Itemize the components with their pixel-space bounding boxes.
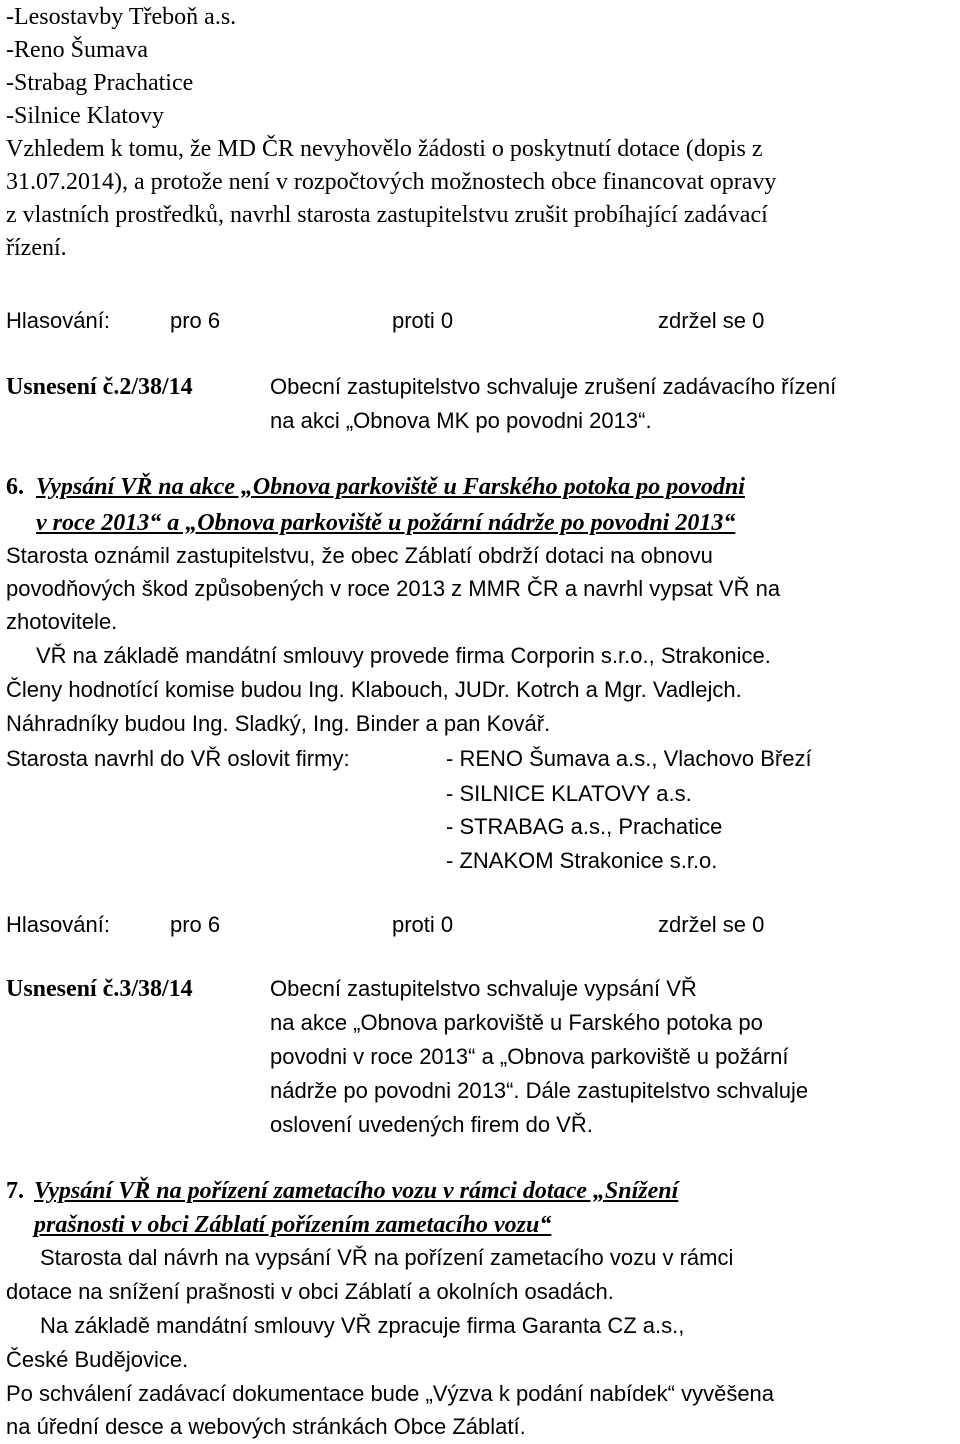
resolution-text-line: na akce „Obnova parkoviště u Farského potoka po <box>270 1010 763 1035</box>
intro-line: 31.07.2014), a protože není v rozpočtových možnostech obce financovat opravy <box>6 169 777 195</box>
body-line: na úřední desce a webových stránkách Obce Záblatí. <box>6 1414 526 1439</box>
section-number: 7. <box>6 1178 24 1204</box>
resolution-text-line: Obecní zastupitelstvo schvaluje vypsání VŘ <box>270 976 697 1001</box>
body-line: zhotovitele. <box>6 609 118 634</box>
intro-line: -Silnice Klatovy <box>6 103 164 129</box>
firm-item: - STRABAG a.s., Prachatice <box>446 814 723 839</box>
body-line: povodňových škod způsobených v roce 2013 z MMR ČR a navrhl vypsat VŘ na <box>6 576 781 601</box>
resolution-text-line: povodni v roce 2013“ a „Obnova parkoviště u požární <box>270 1044 789 1069</box>
resolution-text-line: Obecní zastupitelstvo schvaluje zrušení zadávacího řízení <box>270 374 837 399</box>
resolution-text-line: oslovení uvedených firem do VŘ. <box>270 1112 593 1137</box>
resolution-label: Usnesení č.3/38/14 <box>6 976 193 1002</box>
vote-proti: proti 0 <box>392 308 454 333</box>
section-heading-line: Vypsání VŘ na pořízení zametacího vozu v rámci dotace „Snížení <box>34 1178 679 1204</box>
firm-item: - SILNICE KLATOVY a.s. <box>446 781 692 806</box>
body-line: České Budějovice. <box>6 1347 189 1372</box>
section-heading-line: v roce 2013“ a „Obnova parkoviště u požární nádrže po povodni 2013“ <box>36 510 736 536</box>
resolution-text-line: nádrže po povodni 2013“. Dále zastupitelstvo schvaluje <box>270 1078 809 1103</box>
body-line: Náhradníky budou Ing. Sladký, Ing. Binder a pan Kovář. <box>6 711 551 736</box>
resolution-label: Usnesení č.2/38/14 <box>6 374 193 400</box>
vote-label: Hlasování: <box>6 308 110 333</box>
body-line: Starosta oznámil zastupitelstvu, že obec Záblatí obdrží dotaci na obnovu <box>6 543 713 568</box>
vote-row <box>6 306 946 336</box>
vote-row <box>6 910 946 940</box>
intro-line: řízení. <box>6 235 67 261</box>
vote-pro: pro 6 <box>170 308 221 333</box>
body-line: VŘ na základě mandátní smlouvy provede firma Corporin s.r.o., Strakonice. <box>36 643 771 668</box>
body-line: Členy hodnotící komise budou Ing. Klabouch, JUDr. Kotrch a Mgr. Vadlejch. <box>6 677 742 702</box>
section-heading-line: prašnosti v obci Záblatí pořízením zametacího vozu“ <box>34 1212 552 1238</box>
intro-line: Vzhledem k tomu, že MD ČR nevyhovělo žádosti o poskytnutí dotace (dopis z <box>6 136 763 162</box>
body-line: Starosta dal návrh na vypsání VŘ na pořízení zametacího vozu v rámci <box>40 1245 734 1270</box>
vote-pro: pro 6 <box>170 912 221 937</box>
firm-item: - ZNAKOM Strakonice s.r.o. <box>446 848 718 873</box>
vote-proti: proti 0 <box>392 912 454 937</box>
body-line: dotace na snížení prašnosti v obci Záblatí a okolních osadách. <box>6 1279 614 1304</box>
intro-line: -Lesostavby Třeboň a.s. <box>6 4 237 30</box>
intro-line: -Strabag Prachatice <box>6 70 194 96</box>
intro-line: z vlastních prostředků, navrhl starosta zastupitelstvu zrušit probíhající zadávací <box>6 202 768 228</box>
section-number: 6. <box>6 474 24 500</box>
body-line: Po schválení zadávací dokumentace bude „Výzva k podání nabídek“ vyvěšena <box>6 1381 775 1406</box>
vote-label: Hlasování: <box>6 912 110 937</box>
vote-zdrzel: zdržel se 0 <box>658 912 765 937</box>
resolution-text-line: na akci „Obnova MK po povodni 2013“. <box>270 408 652 433</box>
vote-zdrzel: zdržel se 0 <box>658 308 765 333</box>
body-line: Na základě mandátní smlouvy VŘ zpracuje firma Garanta CZ a.s., <box>40 1313 685 1338</box>
firm-item: - RENO Šumava a.s., Vlachovo Březí <box>446 746 812 771</box>
intro-line: -Reno Šumava <box>6 37 148 63</box>
section-heading-line: Vypsání VŘ na akce „Obnova parkoviště u Farského potoka po povodni <box>36 474 745 500</box>
firms-intro: Starosta navrhl do VŘ oslovit firmy: <box>6 746 350 771</box>
